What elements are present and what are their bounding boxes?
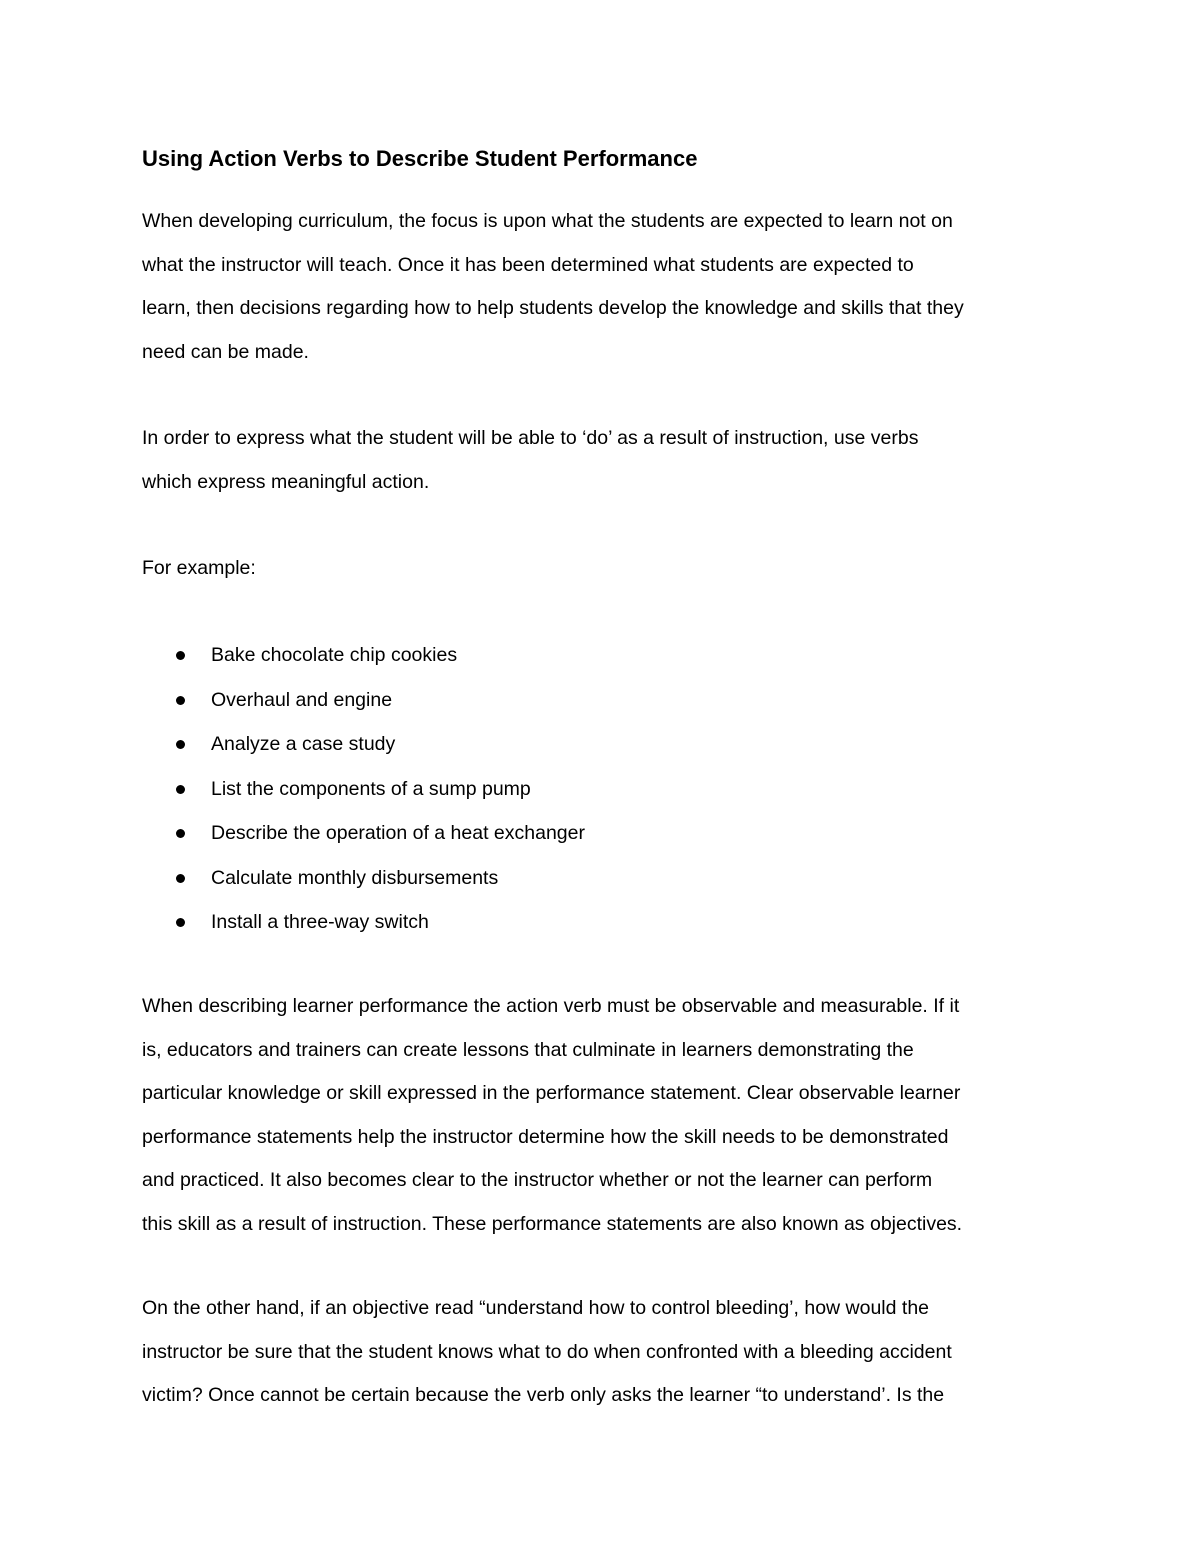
- text-line: On the other hand, if an objective read “understand how to control bleeding’, how would the: [142, 1297, 930, 1319]
- bullet-icon: [176, 918, 185, 927]
- list-item: [142, 633, 1072, 678]
- text-line: need can be made.: [142, 340, 309, 363]
- list-item: [142, 767, 1072, 812]
- list-item-text: Describe the operation of a heat exchanger: [211, 822, 585, 844]
- bullet-icon: [176, 740, 185, 749]
- text-line: learn, then decisions regarding how to help students develop the knowledge and skills that they: [142, 297, 964, 319]
- example-intro: [142, 547, 1072, 591]
- bullet-icon: [176, 785, 185, 794]
- bullet-icon: [176, 651, 185, 660]
- list-item: [142, 811, 1072, 856]
- text-line: In order to express what the student will be able to ‘do’ as a result of instruction, use verbs: [142, 427, 919, 449]
- text-line: which express meaningful action.: [142, 470, 430, 493]
- text-line: For example:: [142, 557, 256, 579]
- document-title: Using Action Verbs to Describe Student Performance: [142, 146, 698, 171]
- text-line: particular knowledge or skill expressed in the performance statement. Clear observable learner: [142, 1082, 961, 1104]
- text-line: and practiced. It also becomes clear to the instructor whether or not the learner can perform: [142, 1169, 933, 1191]
- bullet-icon: [176, 696, 185, 705]
- list-item: [142, 678, 1072, 723]
- paragraph-other-hand: [142, 1287, 1072, 1418]
- list-item-text: Bake chocolate chip cookies: [211, 644, 458, 666]
- text-line: victim? Once cannot be certain because the verb only asks the learner “to understand’. Is the: [142, 1384, 945, 1406]
- text-line: instructor be sure that the student knows what to do when confronted with a bleeding accident: [142, 1340, 952, 1363]
- text-line: what the instructor will teach. Once it has been determined what students are expected to: [142, 253, 914, 276]
- text-line: is, educators and trainers can create lessons that culminate in learners demonstrating the: [142, 1038, 914, 1061]
- text-line: this skill as a result of instruction. These performance statements are also known as objectives.: [142, 1212, 963, 1235]
- list-item-text: Calculate monthly disbursements: [211, 866, 499, 889]
- paragraph-observable-measurable: [142, 985, 1072, 1246]
- list-item-text: Analyze a case study: [211, 733, 396, 755]
- list-item-text: Overhaul and engine: [211, 688, 393, 711]
- text-line: performance statements help the instructor determine how the skill needs to be demonstrated: [142, 1125, 949, 1148]
- text-line: When developing curriculum, the focus is upon what the students are expected to learn not on: [142, 210, 953, 232]
- list-item-text: List the components of a sump pump: [211, 777, 531, 800]
- paragraph-action-verbs: [142, 417, 1072, 504]
- list-item-text: Install a three-way switch: [211, 911, 429, 933]
- list-item: [142, 856, 1072, 901]
- bullet-icon: [176, 874, 185, 883]
- list-item: [142, 900, 1072, 945]
- bullet-icon: [176, 829, 185, 838]
- paragraph-curriculum-focus: [142, 200, 1072, 374]
- text-line: When describing learner performance the action verb must be observable and measurable. If it: [142, 995, 960, 1017]
- list-item: [142, 722, 1072, 767]
- example-list: [142, 633, 1072, 945]
